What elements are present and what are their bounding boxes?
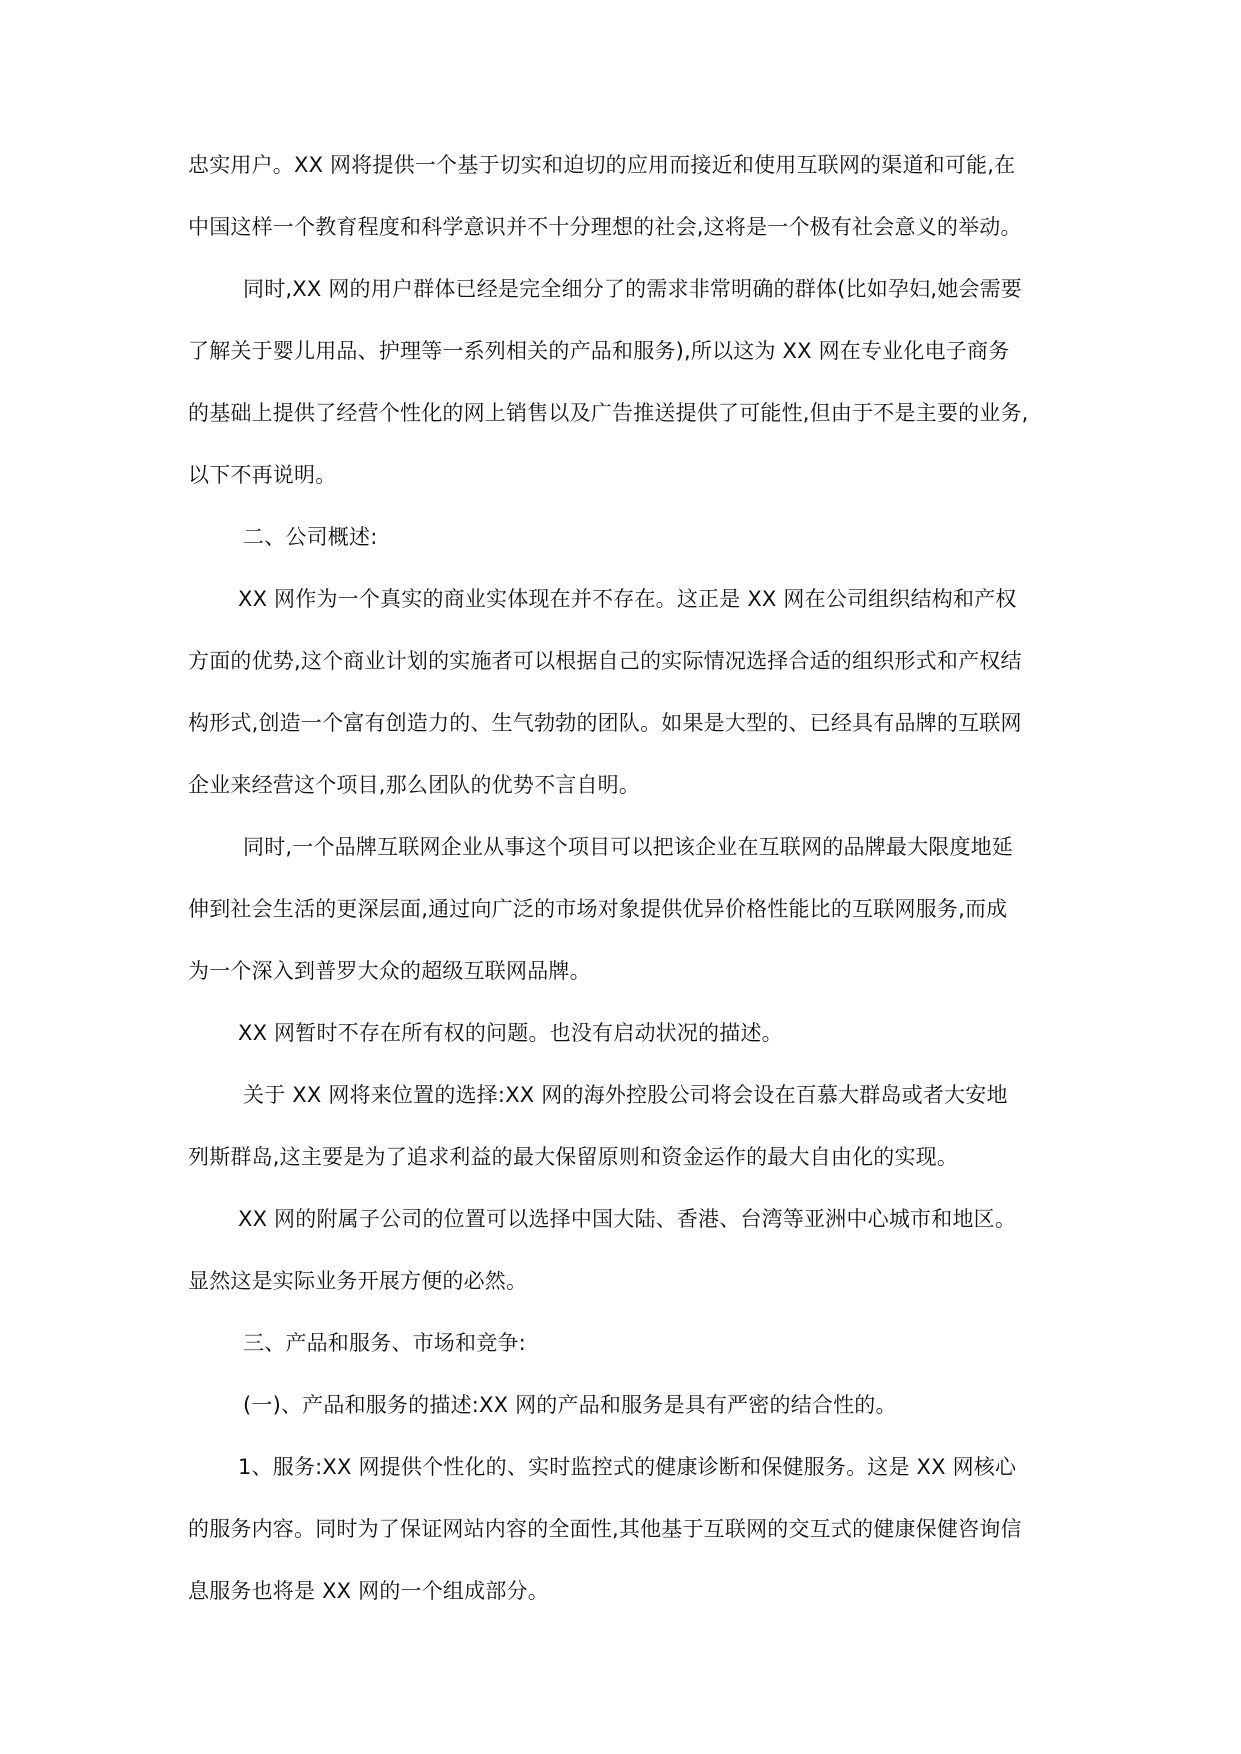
text-line: 企业来经营这个项目,那么团队的优势不言自明。 xyxy=(188,773,641,797)
text-line: 了解关于婴儿用品、护理等一系列相关的产品和服务),所以这为 XX 网在专业化电子商务 xyxy=(188,339,1010,363)
text-line: 同时,一个品牌互联网企业从事这个项目可以把该企业在互联网的品牌最大限度地延 xyxy=(243,835,1014,859)
text-line: 的基础上提供了经营个性化的网上销售以及广告推送提供了可能性,但由于不是主要的业务, xyxy=(188,401,1029,425)
text-line: 以下不再说明。 xyxy=(188,463,337,487)
section-heading: 三、产品和服务、市场和竞争: xyxy=(243,1331,526,1355)
text-line: 关于 XX 网将来位置的选择:XX 网的海外控股公司将会设在百慕大群岛或者大安地 xyxy=(243,1083,1008,1107)
text-line: 显然这是实际业务开展方便的必然。 xyxy=(188,1269,528,1293)
text-line: 的服务内容。同时为了保证网站内容的全面性,其他基于互联网的交互式的健康保健咨询信 xyxy=(188,1517,1022,1541)
text-line: XX 网作为一个真实的商业实体现在并不存在。这正是 XX 网在公司组织结构和产权 xyxy=(238,587,1017,611)
text-line: XX 网的附属子公司的位置可以选择中国大陆、香港、台湾等亚洲中心城市和地区。 xyxy=(238,1207,1017,1231)
text-line: 伸到社会生活的更深层面,通过向广泛的市场对象提供优异价格性能比的互联网服务,而成 xyxy=(188,897,1008,921)
text-line: 同时,XX 网的用户群体已经是完全细分了的需求非常明确的群体(比如孕妇,她会需要 xyxy=(243,277,1022,301)
text-line: 中国这样一个教育程度和科学意识并不十分理想的社会,这将是一个极有社会意义的举动。 xyxy=(188,215,1022,239)
text-line: 1、服务:XX 网提供个性化的、实时监控式的健康诊断和保健服务。这是 XX 网核心 xyxy=(238,1455,1017,1479)
text-line: 列斯群岛,这主要是为了追求利益的最大保留原则和资金运作的最大自由化的实现。 xyxy=(188,1145,959,1169)
subsection-heading: (一)、产品和服务的描述:XX 网的产品和服务是具有严密的结合性的。 xyxy=(243,1393,897,1417)
text-line: XX 网暂时不存在所有权的问题。也没有启动状况的描述。 xyxy=(238,1021,783,1045)
text-line: 为一个深入到普罗大众的超级互联网品牌。 xyxy=(188,959,591,983)
text-line: 息服务也将是 XX 网的一个组成部分。 xyxy=(188,1579,549,1603)
text-line: 忠实用户。XX 网将提供一个基于切实和迫切的应用而接近和使用互联网的渠道和可能,在 xyxy=(188,153,1016,177)
section-heading: 二、公司概述: xyxy=(243,525,378,549)
text-line: 构形式,创造一个富有创造力的、生气勃勃的团队。如果是大型的、已经具有品牌的互联网 xyxy=(188,711,1022,735)
text-line: 方面的优势,这个商业计划的实施者可以根据自己的实际情况选择合适的组织形式和产权结 xyxy=(188,649,1022,673)
